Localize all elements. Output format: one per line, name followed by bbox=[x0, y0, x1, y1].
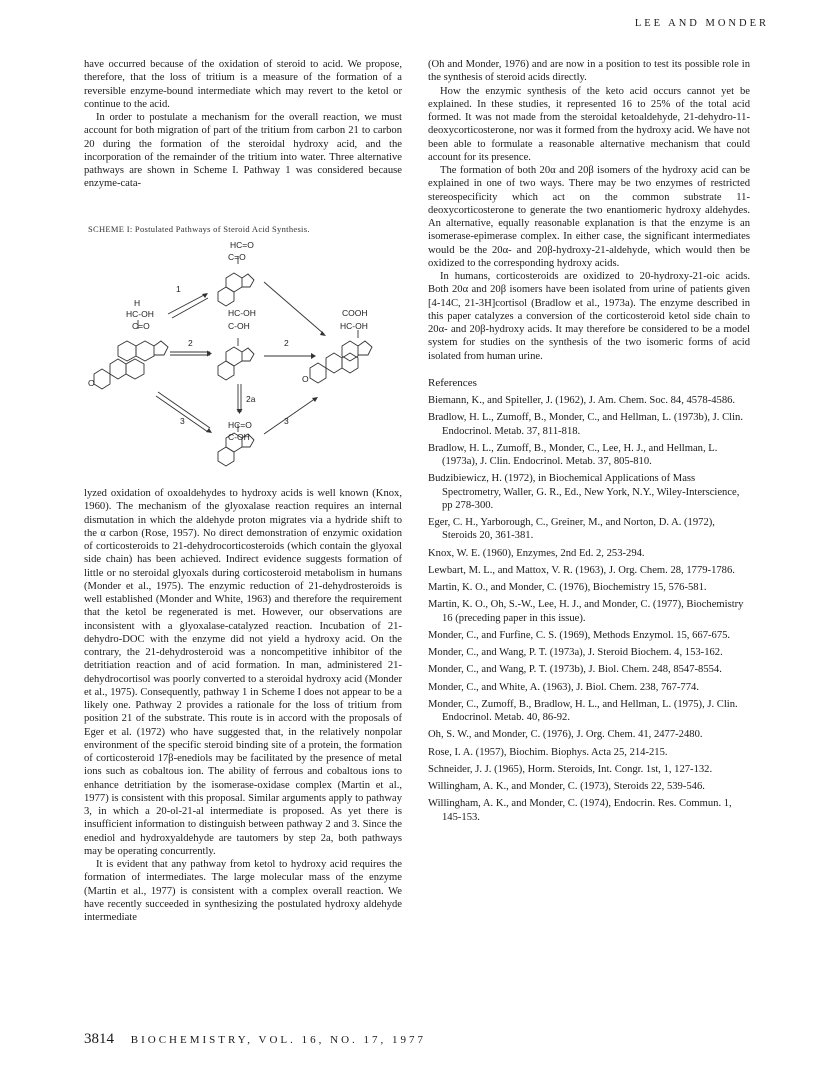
reference-item: Willingham, A. K., and Monder, C. (1973), Steroids 22, 539-546. bbox=[428, 781, 705, 792]
left-group-2: C=O bbox=[132, 321, 150, 331]
pathway-label-1: 1 bbox=[176, 284, 181, 294]
reference-item: Martin, K. O., and Monder, C. (1976), Biochemistry 15, 576-581. bbox=[428, 582, 707, 593]
journal-citation: BIOCHEMISTRY, VOL. 16, NO. 17, 1977 bbox=[130, 1034, 427, 1046]
references-list bbox=[428, 394, 750, 824]
reference-item: Martin, K. O., Oh, S.-W., Lee, H. J., and Monder, C. (1977), Biochemistry 16 (preceding paper in this issue). bbox=[428, 599, 744, 624]
paragraph: It is evident that any pathway from ketol to hydroxy acid requires the formation of intermediates. The large molecular mass of the enzyme (Martin et al., 1977) is consistent with a complex overall reaction. We have recently succeeded in synthesizing the postulated hydroxy aldehyde intermediate bbox=[84, 859, 402, 923]
top-group-2: C=O bbox=[228, 252, 246, 262]
reference-item: Monder, C., and Wang, P. T. (1973a), J. Steroid Biochem. 4, 153-162. bbox=[428, 647, 723, 658]
mid-group-1: HC-OH bbox=[228, 308, 256, 318]
page-number: 3814 bbox=[84, 1031, 114, 1047]
paragraph: lyzed oxidation of oxoaldehydes to hydroxy acids is well known (Knox, 1960). The mechanism of the glyoxalase reaction requires an internal dismutation in which the aldehyde proton migrates via a hydride shift to the α carbon (Rose, 1957). No direct demonstration of enzymic oxidation of corticosteroids to 21-dehydrocorticosteroids (which contain the glyoxal side chain) has been achieved. Indirect evidence suggests formation of little or no steroidal glyoxals during corticosteroid metabolism in humans (Monder et al., 1975). The enzymic reduction of 21-dehydrosteroids is well established (Monder and White, 1963) and therefore the requirement that the ketol be regenerated is met. However, our observations are inconsistent with a glyoxalase-catalyzed reaction. Incubation of 21-dehydro-DOC with the enzyme did not yield a hydroxy acid. On the contrary, the 21-dehydrosteroid was a noncompetitive inhibitor of the detritiation reaction and of acid formation. In man, administered 21-dehydrocortisol was poorly converted to a steroidal hydroxy acid (Monder et al., 1975). Consequently, pathway 1 in Scheme I does not appear to be a likely one. Pathway 2 provides a rationale for the loss of tritium from position 21 of the substrate. This route is in accord with the proposals of Eger et al. (1972) who have suggested that, in the relatively nonpolar environment of the specific steroid binding site of a protein, the formation of corticosteroid 17β-enediols may be facilitated by the presence of metal ions such as cobaltous ion. The ability of ferrous and cobaltous ions to enhance detritiation by the isomerase-oxidase complex (Martin et al., 1977) is consistent with this proposal. Similar arguments apply to pathway 3, in which a 20-ol-21-al intermediate is proposed. As yet there is insufficient information to distinguish between pathway 2 and 3. Since the enediol and hydroxyaldehyde are tautomers by step 2a, both pathways may be operating concurrently. bbox=[84, 488, 402, 857]
scheme-diagram bbox=[88, 234, 408, 470]
bottom-group-2: C-OH bbox=[228, 432, 250, 442]
pathway-label-3b: 3 bbox=[284, 416, 289, 426]
steroid-structure-left bbox=[94, 320, 168, 389]
reference-item: Budzibiewicz, H. (1972), in Biochemical Applications of Mass Spectrometry, Waller, G. R., Ed., New York, N.Y., Wiley-Interscience, pp 278-300. bbox=[428, 473, 740, 511]
mid-group-2: C-OH bbox=[228, 321, 250, 331]
reference-item: Monder, C., and White, A. (1963), J. Biol. Chem. 238, 767-774. bbox=[428, 681, 699, 693]
reference-item: Lewbart, M. L., and Mattox, V. R. (1963), J. Org. Chem. 28, 1779-1786. bbox=[428, 564, 735, 576]
left-column-bottom bbox=[84, 487, 402, 924]
steroid-structure-right bbox=[310, 330, 372, 383]
scheme-caption: SCHEME I: Postulated Pathways of Steroid Acid Synthesis. bbox=[88, 224, 310, 234]
references-heading: References bbox=[428, 376, 477, 389]
top-group-1: HC=O bbox=[230, 240, 254, 250]
left-group-1: HC-OH bbox=[126, 309, 154, 319]
reference-item: Bradlow, H. L., Zumoff, B., Monder, C., Lee, H. J., and Hellman, L. (1973a), J. Clin. Endocrinol. Metab. 37, 805-810. bbox=[428, 442, 718, 467]
paragraph: In order to postulate a mechanism for the overall reaction, we must account for both migration of part of the tritium from carbon 21 to carbon 20 during the formation of the steroidal hydroxy acid, and the incorporation of the remainder of the tritium into water. Three alternative pathways are shown in Scheme I. Pathway 1 was considered because enzyme-cata- bbox=[84, 112, 402, 190]
h-label: H bbox=[134, 298, 141, 308]
pathway-label-2b: 2 bbox=[284, 338, 289, 348]
reference-item: Willingham, A. K., and Monder, C. (1974), Endocrin. Res. Commun. 1, 145-153. bbox=[428, 798, 732, 823]
reference-item: Monder, C., Zumoff, B., Bradlow, H. L., and Hellman, L. (1975), J. Clin. Endocrinol. Metab. 40, 86-92. bbox=[428, 698, 738, 723]
paragraph: How the enzymic synthesis of the keto acid occurs cannot yet be explained. In these studies, it represented 16 to 25% of the total acid formed. It was not made from the steroidal ketoaldehyde, 21-dehydro-11-deoxycorticosterone, nor was it formed from the hydroxy acid. We have not been able to formulate a reasonable alternative mechanism that could account for its presence. bbox=[428, 85, 750, 163]
ketone-oxygen-right: O bbox=[302, 374, 309, 384]
reference-item: Schneider, J. J. (1965), Horm. Steroids, Int. Congr. 1st, 1, 127-132. bbox=[428, 763, 713, 775]
steroid-structure-bottom bbox=[218, 424, 254, 466]
bottom-group-1: HC=O bbox=[228, 420, 252, 430]
steroid-structure-middle bbox=[218, 338, 254, 380]
right-column bbox=[428, 58, 750, 828]
left-column-top bbox=[84, 58, 402, 191]
pathway-label-2c: 2a bbox=[246, 394, 256, 404]
reference-item: Knox, W. E. (1960), Enzymes, 2nd Ed. 2, 253-294. bbox=[428, 547, 645, 559]
paragraph: In humans, corticosteroids are oxidized to 20-hydroxy-21-oic acids. Both 20α and 20β isomers have been isolated from urine of patients given [4-14C, 21-3H]cortisol (Bradlow et al., 1973a). The enzyme described in this paper catalyzes a conversion of the corticosteroid ketol side chain to 20α- and 20β-hydroxy acids. It may therefore be considered to be a model system for studies on the synthesis of the two isomeric forms of acid isolated from human urine. bbox=[428, 271, 750, 362]
right-group-1: COOH bbox=[342, 308, 368, 318]
reference-item: Rose, I. A. (1957), Biochim. Biophys. Acta 25, 214-215. bbox=[428, 746, 668, 758]
reference-item: Monder, C., and Wang, P. T. (1973b), J. Biol. Chem. 248, 8547-8554. bbox=[428, 664, 722, 676]
reference-item: Monder, C., and Furfine, C. S. (1969), Methods Enzymol. 15, 667-675. bbox=[428, 629, 731, 641]
steroid-structure-top bbox=[218, 256, 254, 306]
paragraph: (Oh and Monder, 1976) and are now in a position to test its possible role in the synthesis of steroid acids directly. bbox=[428, 59, 750, 84]
running-head: LEE AND MONDER bbox=[634, 18, 769, 29]
ketone-oxygen-left: O bbox=[88, 378, 95, 388]
reference-item: Bradlow, H. L., Zumoff, B., Monder, C., and Hellman, L. (1973b), J. Clin. Endocrinol. Metab. 37, 811-818. bbox=[428, 412, 743, 437]
right-group-2: HC-OH bbox=[340, 321, 368, 331]
reference-item: Biemann, K., and Spiteller, J. (1962), J. Am. Chem. Soc. 84, 4578-4586. bbox=[428, 395, 736, 406]
pathway-label-2a: 2 bbox=[188, 338, 193, 348]
reference-item: Oh, S. W., and Monder, C. (1976), J. Org. Chem. 41, 2477-2480. bbox=[428, 729, 703, 741]
pathway-label-3a: 3 bbox=[180, 416, 185, 426]
page-footer bbox=[84, 1031, 426, 1048]
paragraph: The formation of both 20α and 20β isomers of the hydroxy acid can be explained in one of two ways. There may be two enzymes of restricted stereospecificity which act on the common substrate 11-deoxycorticosterone to generate the two enantiomeric hydroxy aldehydes. An alternative, equally reasonable explanation is that the enzyme is an isomerase-epimerase complex. In either case, the significant intermediates would be the 20α- and 20β-hydroxy-21-aldehyde, which would then be oxidized to the corresponding hydroxy acids. bbox=[428, 165, 750, 269]
paragraph: have occurred because of the oxidation of steroid to acid. We propose, therefore, that the loss of tritium is a measure of the formation of a reversible enzyme-bound intermediate which may revert to the ketol or continue to the acid. bbox=[84, 59, 402, 110]
reference-item: Eger, C. H., Yarborough, C., Greiner, M., and Norton, D. A. (1972), Steroids 20, 361-381. bbox=[428, 517, 715, 542]
